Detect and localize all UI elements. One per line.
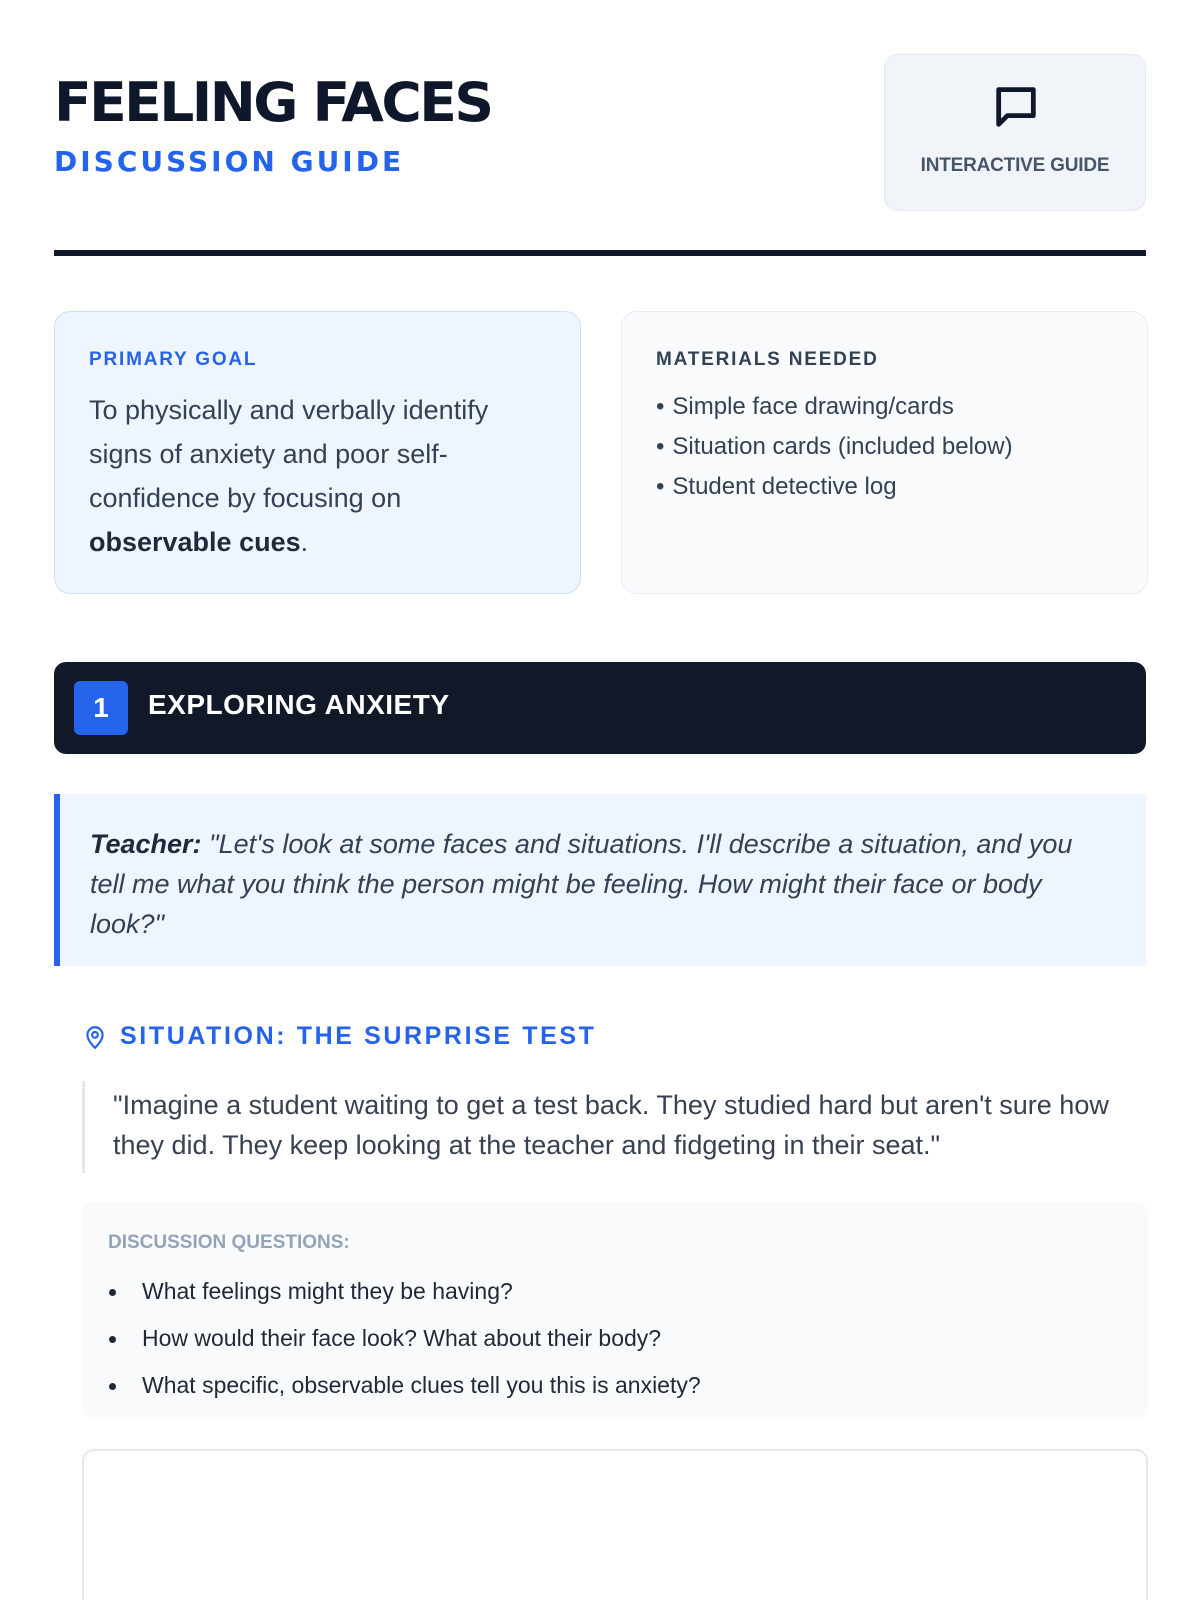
materials-item: • Simple face drawing/cards (656, 387, 1013, 427)
section-number-badge: 1 (74, 681, 128, 735)
teacher-prompt (54, 794, 1146, 966)
badge-label: INTERACTIVE GUIDE (920, 155, 1110, 176)
situation-title: SITUATION: THE SURPRISE TEST (120, 1022, 597, 1050)
situation-quote-text: "Imagine a student waiting to get a test back. They studied hard but aren't sure how they did. They keep looking at the teacher and fidgeting in their seat." (113, 1090, 1109, 1160)
discussion-questions-box (82, 1202, 1148, 1419)
situation-quote (82, 1081, 1148, 1173)
observable-cues-emphasis: observable cues (89, 527, 301, 557)
primary-goal-card (54, 311, 581, 594)
list-item: What feelings might they be having? (108, 1268, 701, 1315)
page-header (54, 54, 1146, 254)
student-response-area[interactable] (82, 1449, 1148, 1600)
map-pin-icon (82, 1024, 108, 1050)
interactive-guide-badge[interactable] (884, 54, 1146, 211)
section-title: EXPLORING ANXIETY (148, 689, 450, 720)
list-item: What specific, observable clues tell you this is anxiety? (108, 1362, 701, 1409)
page-subtitle: DISCUSSION GUIDE (54, 145, 405, 178)
materials-item: • Student detective log (656, 467, 1013, 507)
primary-goal-label: PRIMARY GOAL (89, 349, 258, 370)
materials-card (621, 311, 1148, 594)
primary-goal-text: To physically and verbally identify signs of anxiety and poor self-confidence by focusing on observable cues. (89, 395, 489, 557)
teacher-prompt-text: Teacher: "Let's look at some faces and situations. I'll describe a situation, and you tell me what you think the person might be feeling. How might their face or body look?" (90, 829, 1073, 939)
message-square-icon (990, 81, 1042, 133)
materials-label: MATERIALS NEEDED (656, 349, 879, 370)
page-title: FEELING FACES (54, 71, 492, 134)
teacher-speaker-label: Teacher: (90, 829, 202, 859)
list-item: How would their face look? What about their body? (108, 1315, 701, 1362)
section-header (54, 662, 1146, 754)
discussion-questions-list (108, 1268, 701, 1409)
discussion-questions-label: DISCUSSION QUESTIONS: (108, 1232, 350, 1253)
materials-list (656, 387, 1013, 507)
materials-item: • Situation cards (included below) (656, 427, 1013, 467)
header-divider (54, 250, 1146, 256)
